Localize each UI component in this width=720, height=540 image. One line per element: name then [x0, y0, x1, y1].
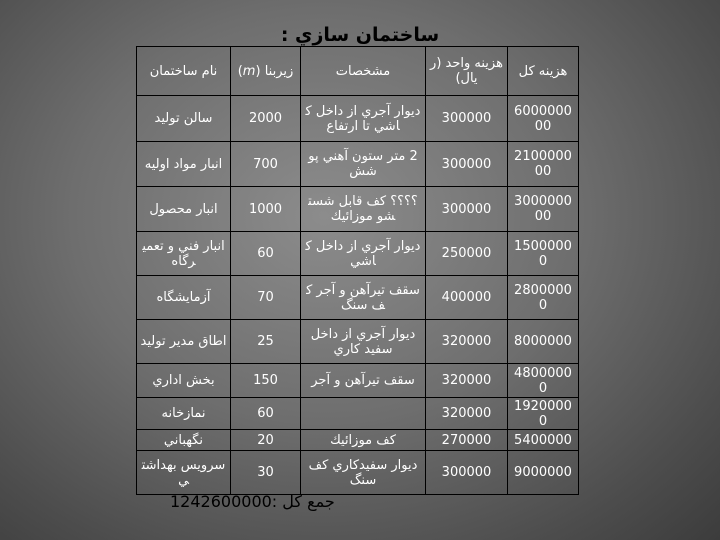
cell-area: 60	[231, 398, 301, 430]
cell-total: 600000000	[508, 96, 579, 142]
cell-spec: 2 متر ستون آهني پوشش	[301, 142, 426, 187]
cell-area: 30	[231, 451, 301, 495]
cell-unit-cost: 320000	[426, 364, 508, 398]
header-area: زيربنا (m)	[231, 47, 301, 96]
cell-spec: سقف تيرآهن و آجر كف سنگ	[301, 276, 426, 320]
header-area-label: زيربنا	[264, 63, 294, 79]
grand-total-value: 1242600000	[170, 492, 272, 511]
cell-spec: ديوار آجري از داخل كاشي تا ارتفاع	[301, 96, 426, 142]
header-unit-cost: هزينه واحد (ريال)	[426, 47, 508, 96]
cell-area: 700	[231, 142, 301, 187]
cell-spec: سقف تيرآهن و آجر	[301, 364, 426, 398]
cell-total: 210000000	[508, 142, 579, 187]
cell-name: نمازخانه	[137, 398, 231, 430]
cell-total: 15000000	[508, 232, 579, 276]
cell-spec: ديوار آجري از داخل كاشي	[301, 232, 426, 276]
table-row	[137, 187, 579, 232]
cell-unit-cost: 300000	[426, 451, 508, 495]
header-area-unit: m	[242, 63, 256, 79]
cell-area: 1000	[231, 187, 301, 232]
cell-area: 70	[231, 276, 301, 320]
cell-unit-cost: 320000	[426, 398, 508, 430]
cell-total: 8000000	[508, 320, 579, 364]
cell-unit-cost: 400000	[426, 276, 508, 320]
table-row	[137, 430, 579, 451]
cell-total: 300000000	[508, 187, 579, 232]
cell-spec: كف موزائيك	[301, 430, 426, 451]
grand-total-label: جمع كل :	[271, 492, 335, 511]
header-specs: مشخصات	[301, 47, 426, 96]
cell-spec: ؟؟؟؟ كف قابل شستشو موزائيك	[301, 187, 426, 232]
header-total: هزينه كل	[508, 47, 579, 96]
cell-total: 28000000	[508, 276, 579, 320]
cell-total: 19200000	[508, 398, 579, 430]
cell-total: 48000000	[508, 364, 579, 398]
cell-spec: ديوار آجري از داخل سفيد كاري	[301, 320, 426, 364]
table-row	[137, 276, 579, 320]
cell-area: 20	[231, 430, 301, 451]
table-row	[137, 232, 579, 276]
cell-name: انبار مواد اوليه	[137, 142, 231, 187]
cell-name: آزمايشگاه	[137, 276, 231, 320]
cell-unit-cost: 300000	[426, 96, 508, 142]
cell-unit-cost: 300000	[426, 187, 508, 232]
cell-unit-cost: 250000	[426, 232, 508, 276]
cell-area: 25	[231, 320, 301, 364]
cell-spec: ديوار سفيدكاري كف سنگ	[301, 451, 426, 495]
cell-total: 5400000	[508, 430, 579, 451]
cell-unit-cost: 300000	[426, 142, 508, 187]
grand-total	[170, 492, 335, 511]
cell-name: نگهباني	[137, 430, 231, 451]
table-row	[137, 451, 579, 495]
cell-name: انبار محصول	[137, 187, 231, 232]
cell-unit-cost: 320000	[426, 320, 508, 364]
cell-name: اطاق مدير توليد	[137, 320, 231, 364]
cell-spec	[301, 398, 426, 430]
page-title: ساختمان سازي :	[280, 24, 440, 46]
cell-name: بخش اداري	[137, 364, 231, 398]
cell-name: انبار فني و تعميرگاه	[137, 232, 231, 276]
cell-name: سرويس بهداشتي	[137, 451, 231, 495]
header-name: نام ساختمان	[137, 47, 231, 96]
table-row	[137, 142, 579, 187]
table-header-row	[137, 47, 579, 96]
table-row	[137, 320, 579, 364]
cell-total: 9000000	[508, 451, 579, 495]
cell-area: 150	[231, 364, 301, 398]
cell-area: 60	[231, 232, 301, 276]
cell-unit-cost: 270000	[426, 430, 508, 451]
cell-name: سالن توليد	[137, 96, 231, 142]
cell-area: 2000	[231, 96, 301, 142]
table-row	[137, 364, 579, 398]
table-row	[137, 398, 579, 430]
table-row	[137, 96, 579, 142]
cost-table	[136, 46, 579, 495]
